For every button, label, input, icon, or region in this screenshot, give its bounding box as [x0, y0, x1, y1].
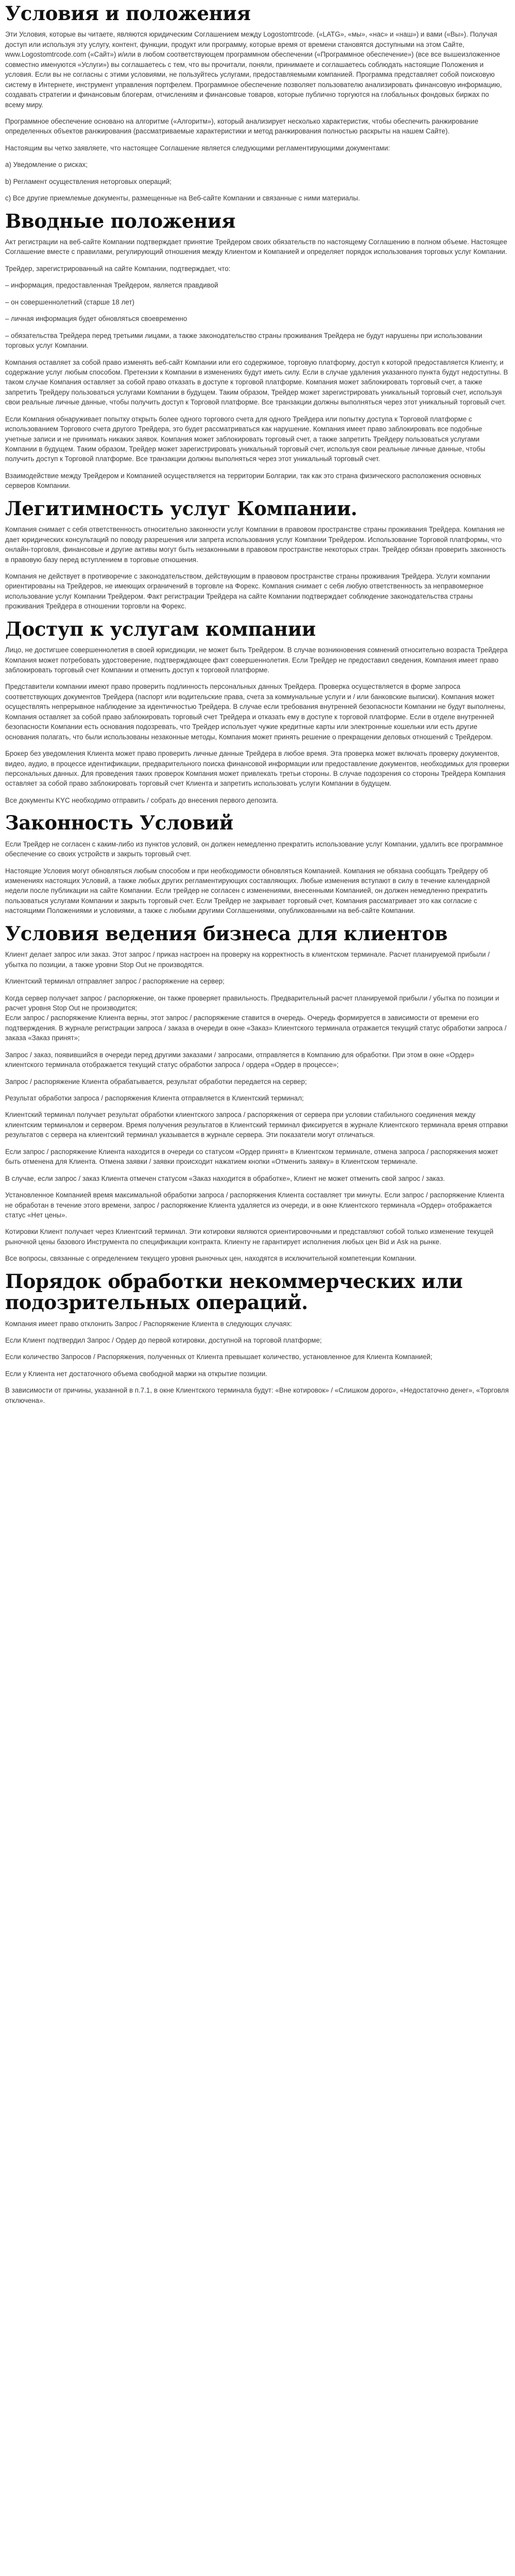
paragraph: Брокер без уведомления Клиента может право проверить личные данные Трейдера в любое время. Эта проверка может включать проверку документов, видео, аудио, в процессе идентификации, предварительного поиска финансовой информации или предоставление документов, необходимых для проверки персональных данных. Для проведения таких проверок Компания может привлекать третьи стороны. В случае подозрения со стороны Трейдера Компания оставляет за собой право заблокировать торговый счет Клиента и запретить использовать услуги Компании в будущем.	[5, 750, 509, 788]
paragraph: Настоящим вы четко заявляете, что настоящее Соглашение является следующими регламентирующими документами:	[5, 144, 390, 152]
section-title: Законность Условий	[5, 811, 233, 835]
paragraph: Компания оставляет за собой право изменять веб-сайт Компании или его содержимое, торговую платформу, доступ к которой предоставляется Клиенту, и содержание услуг любым способом. Претензии к Компании в изменениях будут иметь силу. Если в случае удаления указанного пункта будут недоступны. В таком случае Компания оставляет за собой право отказать в доступе к торговой платформе. Компания может заблокировать торговый счет, а также запретить Трейдеру пользоваться услугами Компании в будущем. Таким образом, Трейдер может зарегистрировать уникальный торговый счет, используя свои реальные личные данные, чтобы получить доступ к Торговой платформе. Все транзакции должны выполняться через этот уникальный торговый счет.	[5, 358, 508, 406]
paragraph: Эти Условия, которые вы читаете, являются юридическим Соглашением между Logostomtrcode. («LATG», «мы», «нас» и «наш») и вами («Вы»). Получая доступ или используя эту услугу, контент, функции, продукт или программу, которые время от времени становятся доступными на этом Сайте, www.Logostomtrcode.com («Сайт») и/или в любом соответствующем программном обеспечении («Программное обеспечение») (все все вышеизложенное совместно именуются «Услуги») вы соглашаетесь с тем, что вы прочитали, поняли, принимаете и соглашаетесь соблюдать настоящие Положения и условия. Если вы не согласны с этими условиями, не пользуйтесь услугами, предоставляемыми компанией. Программа представляет собой поисковую систему в Интернете, инструмент управления портфелем. Программное обеспечение позволяет пользователю анализировать финансовую информацию, создавать стратегии и финансовым блогерам, отчислениям и финансовые товаров, которые публично торгуются на глобальных фондовых биржах по всему миру.	[5, 30, 502, 109]
paragraph: Если Клиент подтвердил Запрос / Ордер до первой котировки, доступной на торговой платформе;	[5, 1336, 322, 1344]
paragraph: В случае, если запрос / заказ Клиента отмечен статусом «Заказ находится в обработке», Клиент не может отменить свой запрос / заказ.	[5, 1174, 445, 1182]
paragraph: c) Все другие приемлемые документы, размещенные на Веб-сайте Компании и связанные с ними материалы.	[5, 194, 360, 202]
paragraph: Все вопросы, связанные с определением текущего уровня рыночных цен, находятся в исключительной компетенции Компании.	[5, 1255, 417, 1263]
section-body	[5, 950, 510, 1264]
paragraph: – информация, предоставленная Трейдером, является правдивой	[5, 281, 218, 290]
paragraph: – обязательства Трейдера перед третьими лицами, а также законодательство страны проживания Трейдера не будут нарушены при использовании торговых услуг Компании.	[5, 331, 483, 350]
paragraph: Если у Клиента нет достаточного объема свободной маржи на открытие позиции.	[5, 1369, 268, 1378]
paragraph: В зависимости от причины, указанной в п.7.1, в окне Клиентского терминала будут: «Вне котировок» / «Слишком дорого», «Недостаточно денег», «Торговля отключена».	[5, 1386, 509, 1404]
paragraph: Компания снимает с себя ответственность относительно законности услуг Компании в правовом пространстве страны проживания Трейдера. Компания не дает юридических консультаций по поводу разрешения или запрета использования услуг Компании Трейдером. Использование Торговой платформы, что онлайн-торговля, финансовые и другие активы могут быть незаконными в правовом пространстве некоторых стран. Трейдер обязан проверить законность в правовую базу перед вступлением в торговые отношения.	[5, 526, 506, 564]
paragraph: – он совершеннолетний (старше 18 лет)	[5, 298, 135, 306]
paragraph: Клиентский терминал получает результат обработки клиентского запроса / распоряжения от сервера при условии стабильного соединения между клиентским терминалом и сервером. Время получения результатов в Клиентский терминал фиксируется в журнале Клиентского терминала время отправки результатов с сервера на клиентский терминал указывается в журнале сервера. Эти показатели могут отличаться.	[5, 1111, 508, 1139]
section	[5, 1271, 510, 1406]
paragraph: Если Компания обнаруживает попытку открыть более одного торгового счета для одного Трейдера или попытку доступа к Торговой платформе с использованием Торгового счета другого Трейдера, это будет рассматриваться как нарушение. Компания имеет право заблокировать все подобные учетные записи и не принимать никаких заявок. Компания может заблокировать торговый счет, а также запретить Трейдеру пользоваться услугами Компании в будущем. Таким образом, Трейдер может зарегистрировать уникальный торговый счет, используя свои реальные личные данные, чтобы получить доступ к Торговой платформе. Все транзакции должны выполняться через этот уникальный торговый счет.	[5, 415, 486, 463]
paragraph: a) Уведомление о рисках;	[5, 161, 88, 169]
section-title: Доступ к услугам компании	[5, 617, 316, 640]
paragraph: Если Трейдер не согласен с каким-либо из пунктов условий, он должен немедленно прекратить использование услуг Компании, удалить все программное обеспечение со своих устройств и закрыть торговый счет.	[5, 840, 503, 858]
paragraph: Программное обеспечение основано на алгоритме («Алгоритм»), который анализирует несколько характеристик, чтобы обеспечить ранжирование определенных объектов ранжирования (рассматриваемые характеристики и метод ранжирования полностью раскрыты на нашем Сайте).	[5, 117, 478, 135]
section-body	[5, 524, 510, 612]
paragraph: Установленное Компанией время максимальной обработки запроса / распоряжения Клиента составляет три минуты. Если запрос / распоряжение Клиента не обработан в течение этого времени, запрос / распоряжение Клиента удаляется из очереди, и в окне Клиентского терминала «Ордер» отображается статус «Нет цены».	[5, 1191, 505, 1219]
paragraph: Запрос / заказ, появившийся в очереди перед другими заказами / запросами, отправляется в Компанию для обработки. При этом в окне «Ордер» клиентского терминала отображается текущий статус обработки запроса / ордера «Ордер в процессе»;	[5, 1050, 475, 1069]
section-title: Порядок обработки некоммерческих или подозрительных операций.	[5, 1269, 463, 1314]
paragraph: Если запрос / распоряжение Клиента находится в очереди со статусом «Ордер принят» в Клиентском терминале, отмена запроса / распоряжения может быть отменена для Клиента. Отмена заявки / заявки происходит нажатием кнопки «Отменить заявку» в Клиентском терминале.	[5, 1147, 499, 1166]
paragraph: Трейдер, зарегистрированный на сайте Компании, подтверждает, что:	[5, 264, 231, 273]
section	[5, 812, 510, 916]
section-body	[5, 839, 510, 916]
paragraph: Запрос / распоряжение Клиента обрабатывается, результат обработки передается на сервер;	[5, 1077, 307, 1086]
paragraph: Компания не действует в противоречие с законодательством, действующим в правовом пространстве страны проживания Трейдера. Услуги компании ориентированы на Трейдеров, не имеющих ограничений в торговле на Форекс. Компания снимает с себя любую ответственность за неправомерное использование услуг Компании Трейдером. Факт регистрации Трейдера на сайте Компании подтверждает соблюдение законодательства страны проживания Трейдера в отношении торговли на Форекс.	[5, 572, 490, 611]
section	[5, 498, 510, 612]
section	[5, 211, 510, 491]
paragraph: Клиентский терминал отправляет запрос / распоряжение на сервер;	[5, 977, 225, 986]
section	[5, 3, 510, 204]
paragraph: Результат обработки запроса / распоряжения Клиента отправляется в Клиентский терминал;	[5, 1094, 304, 1102]
section	[5, 619, 510, 806]
paragraph: Настоящие Условия могут обновляться любым способом и при необходимости обновляться Компанией. Компания не обязана сообщать Трейдеру об изменениях настоящих Условий, а также любых других регламентирующих составляющих. Любые изменения вступают в силу в течение календарной недели после публикации на сайте Компании. Если трейдер не согласен с изменениями, внесенными Компанией, он должен немедленно прекратить пользоваться услугами Компании и закрыть торговый счет. Если Трейдер не закрывает торговый счет, Компания рассматривает это как согласие с настоящими Положениями и условиями, а также с любыми другими Соглашениями, опубликованными на веб-сайте Компании.	[5, 867, 490, 915]
paragraph: Акт регистрации на веб-сайте Компании подтверждает принятие Трейдером своих обязательств по настоящему Соглашению в полном объеме. Настоящее Соглашение вместе с правилами, регулирующий отношения между Клиентом и Компанией и определяет порядок использования торговых услуг Компании.	[5, 238, 507, 256]
section-body	[5, 237, 510, 491]
paragraph: Компания имеет право отклонить Запрос / Распоряжение Клиента в следующих случаях:	[5, 1319, 292, 1328]
paragraph: – личная информация будет обновляться своевременно	[5, 315, 187, 323]
section-title: Легитимность услуг Компании.	[5, 497, 357, 520]
section	[5, 923, 510, 1264]
paragraph: Лицо, не достигшее совершеннолетия в своей юрисдикции, не может быть Трейдером. В случае возникновения сомнений относительно возраста Трейдера Компания может потребовать удостоверение, подтверждающее факт совершеннолетия. Если Трейдер не предоставил сведения, Компания имеет право заблокировать торговый счет Компании и отменить доступ к торговой платформе.	[5, 646, 508, 674]
paragraph: Представители компании имеют право проверить подлинность персональных данных Трейдера. Проверка осуществляется в форме запроса соответствующих документов Трейдера (паспорт или водительские права, счета за коммунальные услуги и / или банковские выписки). Компания может осуществлять непрерывное наблюдение за идентичностью Трейдера. В случае если требования внутренней безопасности Компании не будут выполнены, Компания оставляет за собой право заблокировать торговый счет Трейдера и отказать ему в доступе к торговой платформе. Если в отделе внутренней безопасности Компании есть основания подозревать, что Трейдер использует чужие кредитные карты или электронные кошельки или есть другие основания полагать, что были использованы незаконные методы, Компания может принять решение о прекращении деловых отношений с Трейдером.	[5, 683, 506, 741]
section-title: Условия и положения	[5, 2, 251, 25]
paragraph: Клиент делает запрос или заказ. Этот запрос / приказ настроен на проверку на корректность в клиентском терминале. Расчет планируемой прибыли / убытка по позиции, а также уровни Stop Out не производятся.	[5, 951, 490, 969]
section-title: Условия ведения бизнеса для клиентов	[5, 922, 448, 945]
paragraph: b) Регламент осуществления неторговых операций;	[5, 177, 171, 185]
paragraph: Когда сервер получает запрос / распоряжение, он также проверяет правильность. Предварительный расчет планируемой прибыли / убытка по позиции и расчет уровня Stop Out не производится; Если запрос / распоряжение Клиента верны, этот запрос / распоряжение ставится в очередь. Очередь формируется в зависимости от времени его подтверждения. В журнале регистрации запроса / заказа в очереди в окне «Заказ» Клиентского терминала отражается текущий статус обработки запроса / заказа «Заказ принят»;	[5, 994, 507, 1042]
section-title: Вводные положения	[5, 209, 236, 232]
paragraph: Все документы KYC необходимо отправить / собрать до внесения первого депозита.	[5, 796, 278, 804]
section-body	[5, 1319, 510, 1406]
section-body	[5, 645, 510, 805]
paragraph: Если количество Запросов / Распоряжения, полученных от Клиента превышает количество, установленное для Клиента Компанией;	[5, 1353, 433, 1361]
paragraph: Взаимодействие между Трейдером и Компанией осуществляется на территории Болгарии, так как это страна физического расположения основных серверов Компании.	[5, 471, 482, 490]
paragraph: Котировки Клиент получает через Клиентский терминал. Эти котировки являются ориентировочными и представляют собой только изменение текущей рыночной цены базового Инструмента по спецификации контракта. Клиенту не гарантирует исполнения любых цен Bid и Ask на рынке.	[5, 1228, 494, 1246]
section-body	[5, 29, 510, 203]
